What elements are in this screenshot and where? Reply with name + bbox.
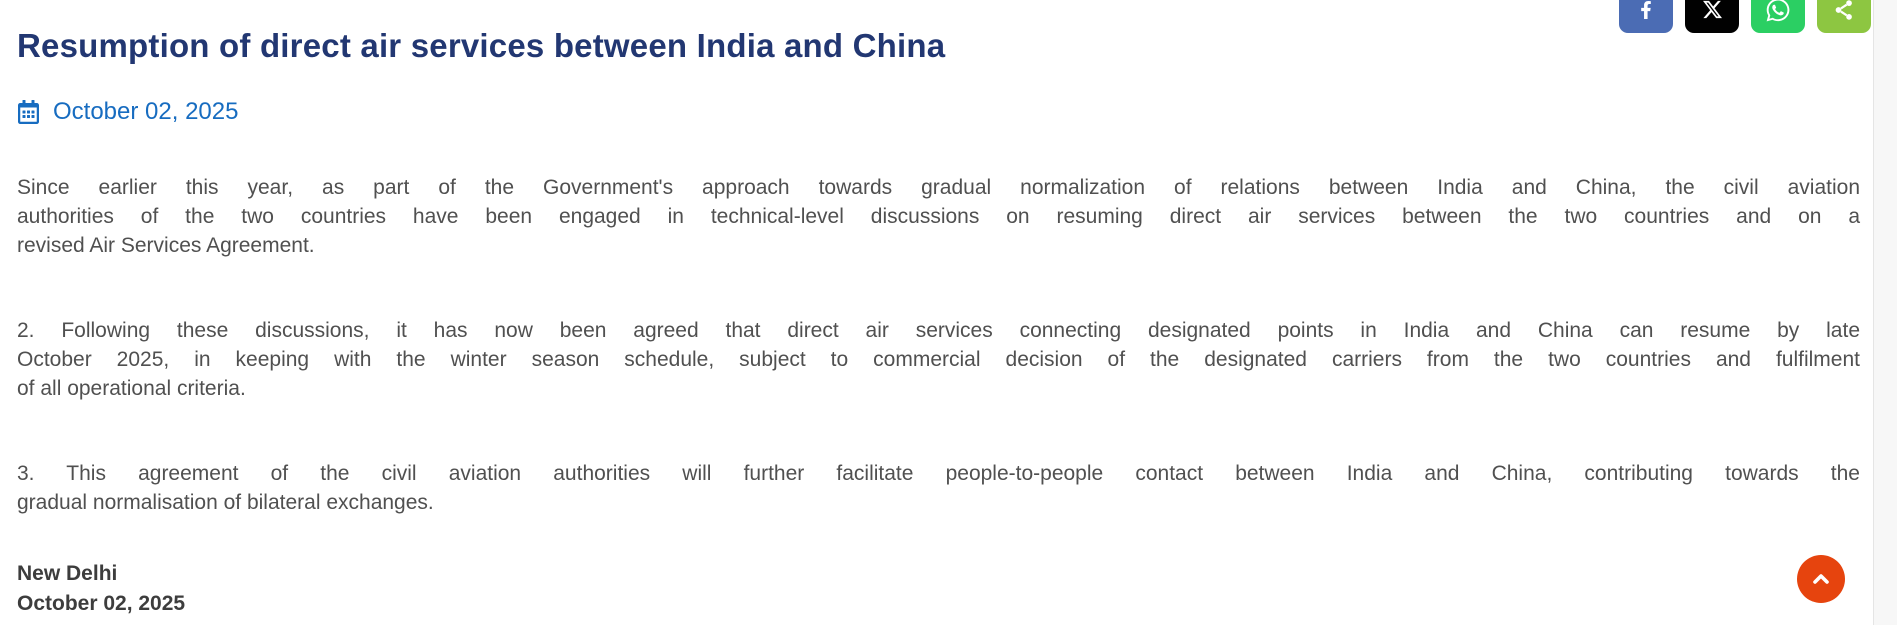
paragraph-line: 2. Following these discussions, it has now been agreed that direct air services connecting designated points in India and China can resume by late	[17, 319, 1860, 342]
whatsapp-icon	[1765, 0, 1791, 26]
scroll-to-top-button[interactable]	[1797, 555, 1845, 603]
article-body	[17, 173, 1860, 517]
signature-block	[17, 559, 1860, 619]
x-logo-icon	[1703, 0, 1722, 22]
share-nodes-icon	[1833, 0, 1855, 24]
paragraph-line: revised Air Services Agreement.	[17, 234, 315, 257]
paragraph-line: of all operational criteria.	[17, 377, 246, 400]
page-title: Resumption of direct air services between India and China	[17, 27, 946, 64]
scrollbar-track[interactable]	[1873, 0, 1897, 625]
calendar-icon	[17, 100, 40, 124]
signature-date: October 02, 2025	[17, 592, 186, 615]
paragraph-line: authorities of the two countries have been engaged in technical-level discussions on resuming direct air services between the two countries and on a	[17, 205, 1860, 228]
paragraph-line: Since earlier this year, as part of the Government's approach towards gradual normalization of relations between India and China, the civil aviation	[17, 176, 1860, 199]
paragraph-line: October 2025, in keeping with the winter season schedule, subject to commercial decision of the designated carriers from the two countries and fulfilment	[17, 348, 1860, 371]
paragraph-1	[17, 173, 1860, 260]
publish-date: October 02, 2025	[53, 98, 239, 125]
publish-date-row	[17, 98, 1860, 126]
paragraph-3	[17, 459, 1860, 517]
whatsapp-share-button[interactable]	[1751, 0, 1805, 33]
facebook-f-icon	[1637, 1, 1655, 22]
share-bar	[1619, 0, 1871, 33]
generic-share-button[interactable]	[1817, 0, 1871, 33]
signature-place: New Delhi	[17, 562, 118, 585]
paragraph-2	[17, 316, 1860, 403]
facebook-share-button[interactable]	[1619, 0, 1673, 33]
x-share-button[interactable]	[1685, 0, 1739, 33]
paragraph-line: gradual normalisation of bilateral exchanges.	[17, 491, 434, 514]
chevron-up-icon	[1809, 567, 1833, 591]
paragraph-line: 3. This agreement of the civil aviation authorities will further facilitate people-to-people contact between India and China, contributing towards the	[17, 462, 1860, 485]
